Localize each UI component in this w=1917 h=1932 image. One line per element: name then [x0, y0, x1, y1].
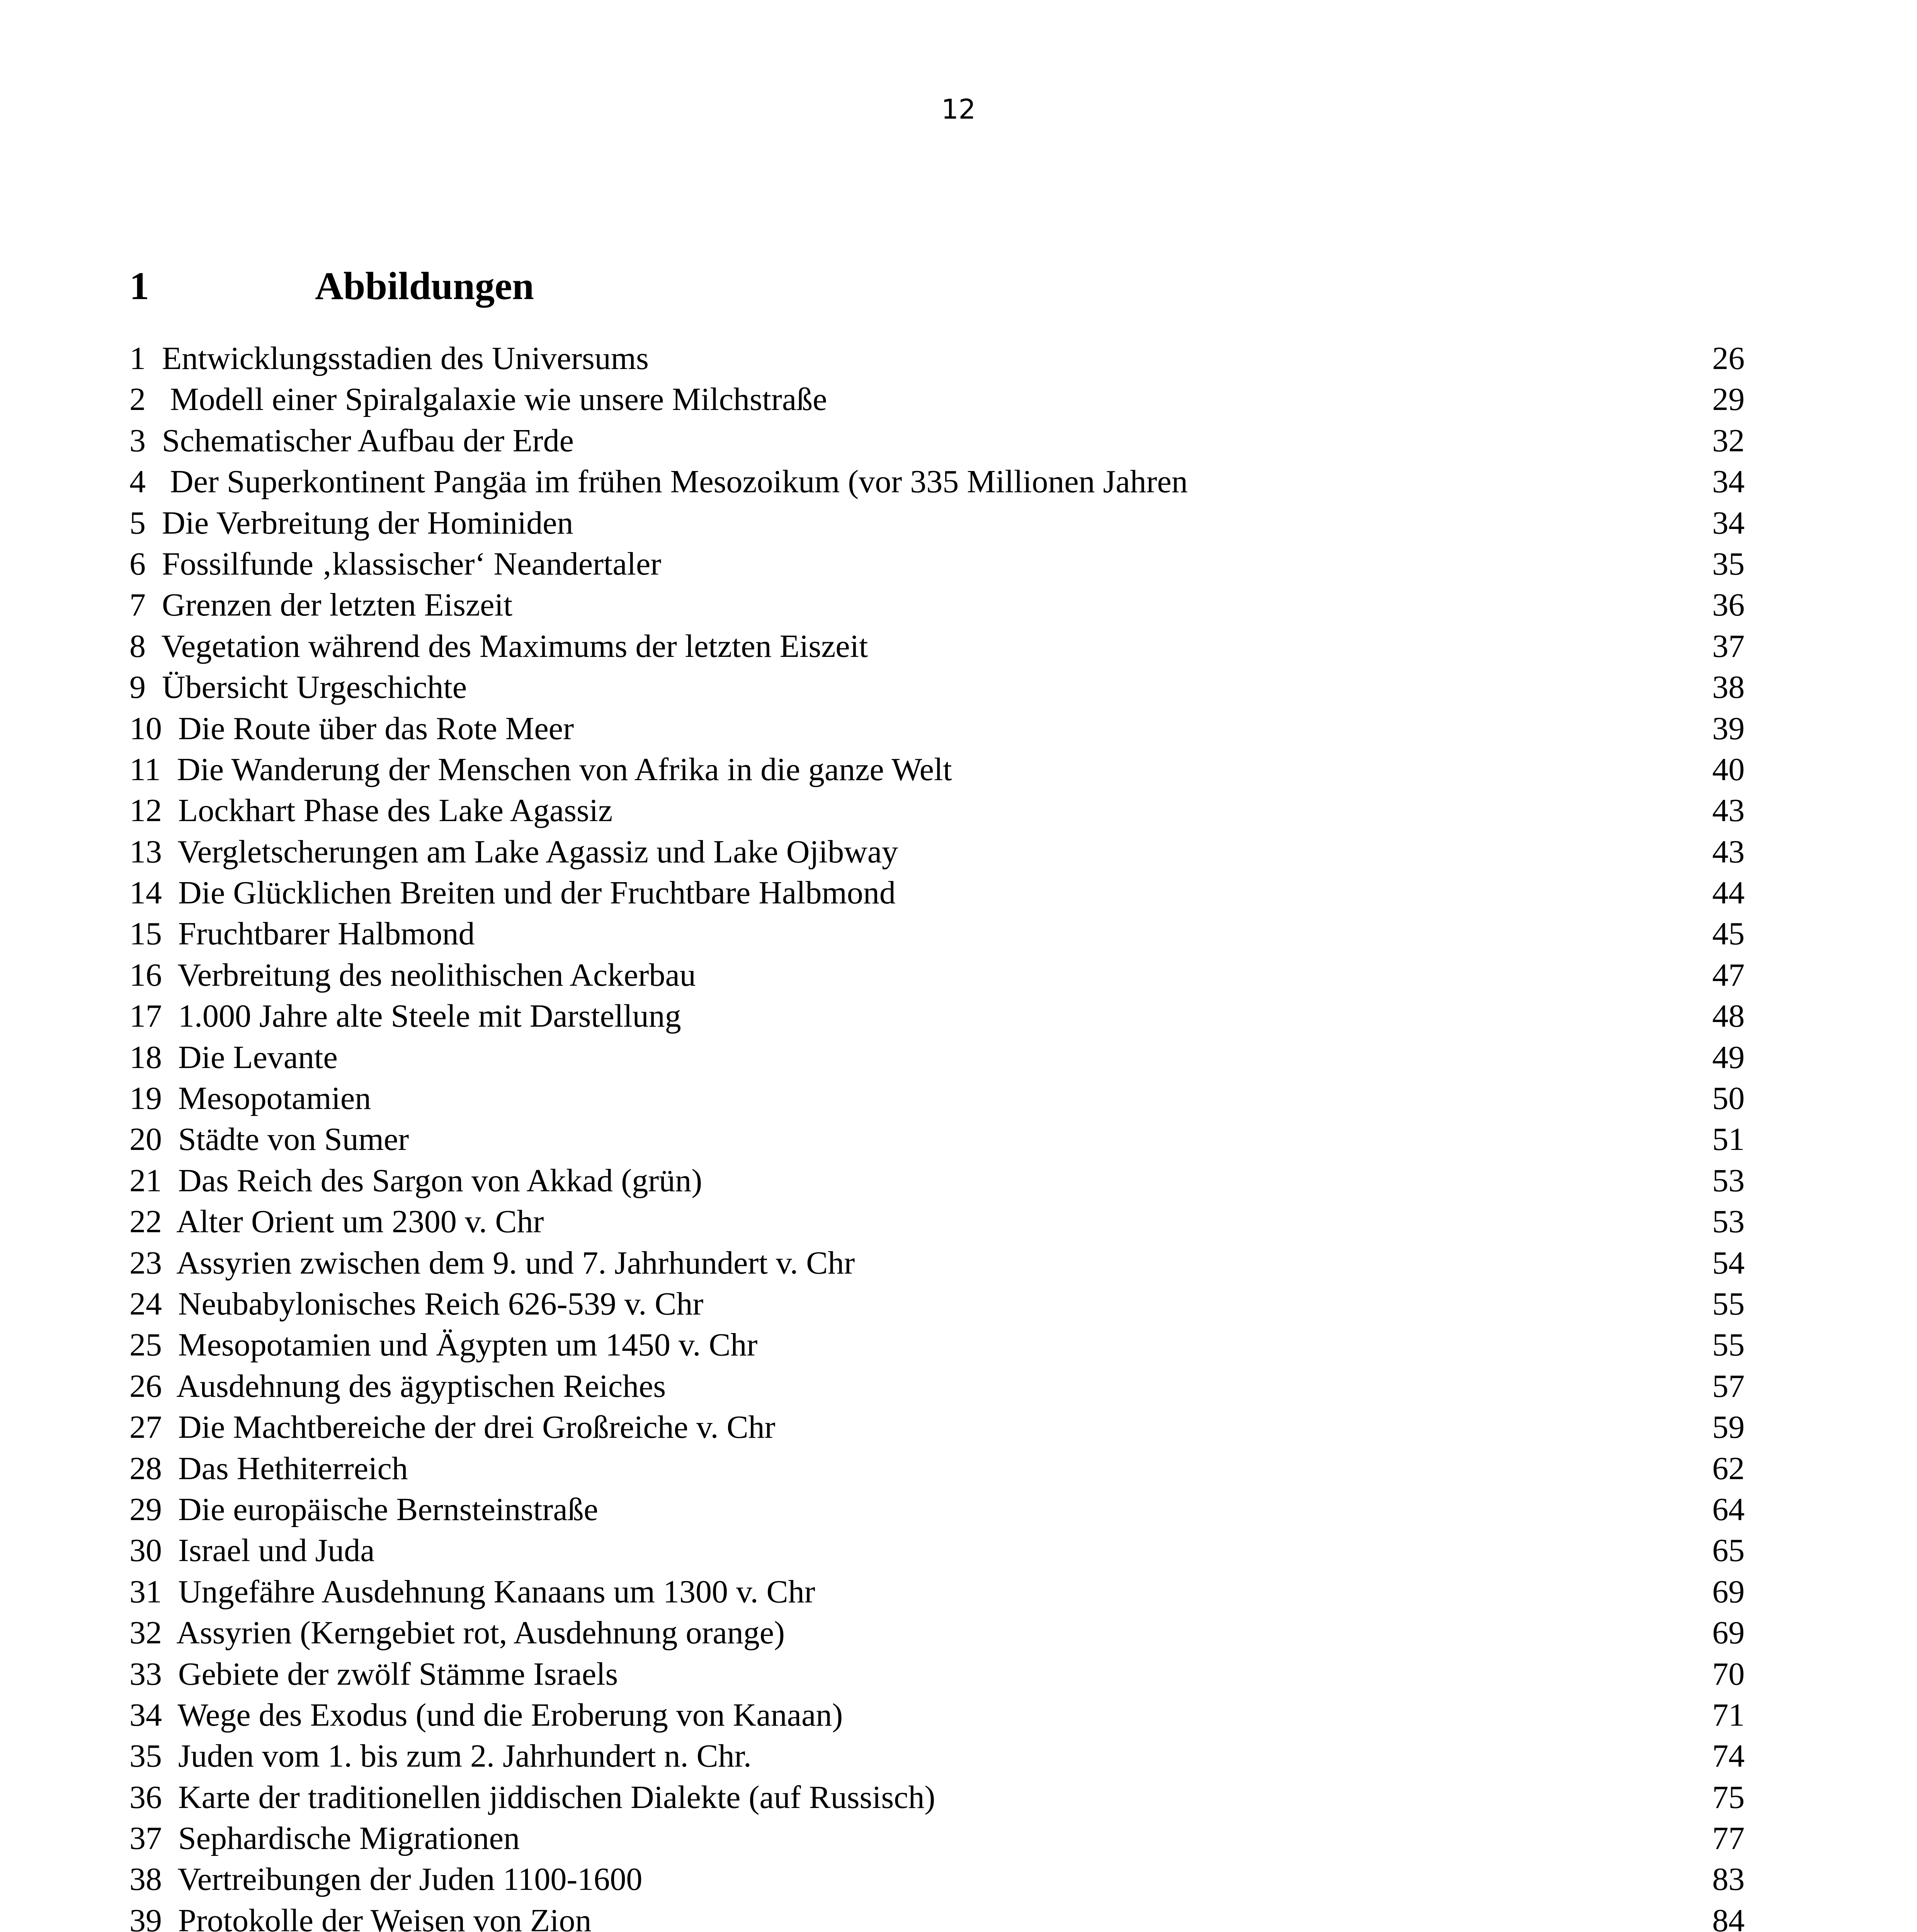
figure-title: 5 Die Verbreitung der Hominiden [129, 505, 573, 541]
figure-page-number: 75 [1712, 1779, 1745, 1815]
figure-title: 22 Alter Orient um 2300 v. Chr [129, 1204, 544, 1240]
figure-page-number: 62 [1712, 1450, 1745, 1486]
figure-title: 20 Städte von Sumer [129, 1121, 409, 1158]
figure-title: 38 Vertreibungen der Juden 1100-1600 [129, 1861, 643, 1898]
figure-list-item [129, 1654, 1745, 1695]
figure-list-item [129, 379, 1745, 420]
figure-title: 17 1.000 Jahre alte Steele mit Darstellung [129, 998, 681, 1034]
figure-list-item [129, 338, 1745, 379]
figure-title: 8 Vegetation während des Maximums der letzten Eiszeit [129, 628, 868, 664]
figure-list-item [129, 1160, 1745, 1201]
figure-title: 36 Karte der traditionellen jiddischen Dialekte (auf Russisch) [129, 1779, 936, 1815]
figure-page-number: 43 [1712, 833, 1745, 870]
figure-title: 23 Assyrien zwischen dem 9. und 7. Jahrhundert v. Chr [129, 1245, 855, 1281]
figure-title: 27 Die Machtbereiche der drei Großreiche v. Chr [129, 1409, 776, 1446]
figure-list-item [129, 503, 1745, 544]
figure-list-item [129, 1900, 1745, 1932]
figure-list-item [129, 1448, 1745, 1489]
figure-list-item [129, 1571, 1745, 1612]
figure-list-item [129, 1736, 1745, 1777]
figure-title: 26 Ausdehnung des ägyptischen Reiches [129, 1368, 666, 1404]
figure-list-item [129, 913, 1745, 954]
figure-list-item [129, 1243, 1745, 1284]
figure-page-number: 45 [1712, 916, 1745, 952]
figure-list-item [129, 585, 1745, 626]
figure-page-number: 54 [1712, 1245, 1745, 1281]
figure-page-number: 64 [1712, 1491, 1745, 1527]
figure-title: 31 Ungefähre Ausdehnung Kanaans um 1300 v. Chr [129, 1573, 815, 1610]
figure-page-number: 48 [1712, 998, 1745, 1034]
figure-title: 34 Wege des Exodus (und die Eroberung von Kanaan) [129, 1697, 843, 1733]
figure-list-item [129, 1777, 1745, 1818]
figure-list-item [129, 1612, 1745, 1653]
figure-list-item [129, 1201, 1745, 1242]
figure-page-number: 57 [1712, 1368, 1745, 1404]
figure-title: 28 Das Hethiterreich [129, 1450, 408, 1486]
figure-list-item [129, 420, 1745, 461]
section-heading [129, 264, 534, 308]
figure-title: 13 Vergletscherungen am Lake Agassiz und Lake Ojibway [129, 833, 898, 870]
figure-page-number: 32 [1712, 422, 1745, 459]
figure-title: 29 Die europäische Bernsteinstraße [129, 1491, 598, 1527]
figure-list-item [129, 790, 1745, 831]
figure-page-number: 71 [1712, 1697, 1745, 1733]
figure-title: 11 Die Wanderung der Menschen von Afrika in die ganze Welt [129, 751, 952, 787]
figure-title: 24 Neubabylonisches Reich 626-539 v. Chr [129, 1286, 704, 1322]
figure-page-number: 51 [1712, 1121, 1745, 1158]
figure-list-item [129, 1489, 1745, 1530]
figure-page-number: 36 [1712, 587, 1745, 623]
figure-title: 15 Fruchtbarer Halbmond [129, 916, 475, 952]
figure-list-item [129, 1695, 1745, 1736]
figure-list-item [129, 832, 1745, 872]
figure-title: 2 Modell einer Spiralgalaxie wie unsere Milchstraße [129, 381, 827, 418]
figure-list-item [129, 708, 1745, 749]
figure-page-number: 43 [1712, 793, 1745, 829]
figure-title: 21 Das Reich des Sargon von Akkad (grün) [129, 1162, 703, 1199]
figure-title: 9 Übersicht Urgeschichte [129, 669, 467, 706]
figure-list-item [129, 1818, 1745, 1859]
figure-page-number: 53 [1712, 1204, 1745, 1240]
figure-page-number: 55 [1712, 1327, 1745, 1363]
figure-title: 19 Mesopotamien [129, 1080, 371, 1117]
figure-page-number: 39 [1712, 710, 1745, 747]
figure-title: 3 Schematischer Aufbau der Erde [129, 422, 574, 459]
figure-list-item [129, 667, 1745, 708]
figure-title: 39 Protokolle der Weisen von Zion [129, 1902, 592, 1932]
figure-list-item [129, 996, 1745, 1037]
figure-title: 4 Der Superkontinent Pangäa im frühen Mesozoikum (vor 335 Millionen Jahren [129, 464, 1188, 500]
figure-list-item [129, 1325, 1745, 1366]
figure-page-number: 40 [1712, 751, 1745, 787]
figure-list-item [129, 544, 1745, 585]
figure-list-item [129, 1037, 1745, 1078]
figure-title: 16 Verbreitung des neolithischen Ackerbau [129, 957, 696, 993]
figure-title: 14 Die Glücklichen Breiten und der Fruchtbare Halbmond [129, 875, 896, 911]
figure-title: 33 Gebiete der zwölf Stämme Israels [129, 1656, 618, 1692]
figure-title: 1 Entwicklungsstadien des Universums [129, 340, 649, 376]
figure-title: 37 Sephardische Migrationen [129, 1820, 520, 1857]
figure-page-number: 29 [1712, 381, 1745, 418]
figure-page-number: 35 [1712, 546, 1745, 582]
figure-page-number: 44 [1712, 875, 1745, 911]
figure-list-item [129, 955, 1745, 996]
section-number: 1 [129, 264, 149, 308]
figure-page-number: 59 [1712, 1409, 1745, 1446]
figure-list-item [129, 461, 1745, 502]
section-title: Abbildungen [315, 264, 534, 308]
figure-page-number: 69 [1712, 1615, 1745, 1651]
figure-page-number: 84 [1712, 1902, 1745, 1932]
figure-page-number: 74 [1712, 1738, 1745, 1774]
figure-page-number: 26 [1712, 340, 1745, 376]
figure-title: 18 Die Levante [129, 1039, 338, 1075]
figure-list-item [129, 749, 1745, 790]
figure-page-number: 37 [1712, 628, 1745, 664]
page-number: 12 [941, 94, 976, 125]
figure-title: 10 Die Route über das Rote Meer [129, 710, 574, 747]
figure-page-number: 55 [1712, 1286, 1745, 1322]
figure-page-number: 34 [1712, 505, 1745, 541]
figure-list-item [129, 626, 1745, 667]
figure-list-item [129, 1407, 1745, 1448]
figure-list-item [129, 1366, 1745, 1407]
figure-page-number: 65 [1712, 1532, 1745, 1569]
figure-title: 32 Assyrien (Kerngebiet rot, Ausdehnung orange) [129, 1615, 785, 1651]
figure-title: 7 Grenzen der letzten Eiszeit [129, 587, 513, 623]
figure-list-item [129, 872, 1745, 913]
figure-page-number: 70 [1712, 1656, 1745, 1692]
figure-list-item [129, 1119, 1745, 1160]
figure-list-item [129, 1530, 1745, 1571]
figure-list-item [129, 1284, 1745, 1325]
figure-page-number: 53 [1712, 1162, 1745, 1199]
figure-page-number: 50 [1712, 1080, 1745, 1117]
figure-page-number: 49 [1712, 1039, 1745, 1075]
figure-title: 35 Juden vom 1. bis zum 2. Jahrhundert n. Chr. [129, 1738, 752, 1774]
figure-page-number: 38 [1712, 669, 1745, 706]
figure-page-number: 34 [1712, 464, 1745, 500]
figure-title: 25 Mesopotamien und Ägypten um 1450 v. Chr [129, 1327, 758, 1363]
figure-title: 6 Fossilfunde ‚klassischer‘ Neandertaler [129, 546, 662, 582]
figure-page-number: 77 [1712, 1820, 1745, 1857]
figure-page-number: 69 [1712, 1573, 1745, 1610]
figure-list [129, 338, 1745, 1932]
figure-title: 12 Lockhart Phase des Lake Agassiz [129, 793, 613, 829]
figure-list-item [129, 1078, 1745, 1119]
figure-page-number: 47 [1712, 957, 1745, 993]
figure-list-item [129, 1859, 1745, 1900]
figure-page-number: 83 [1712, 1861, 1745, 1898]
figure-title: 30 Israel und Juda [129, 1532, 375, 1569]
